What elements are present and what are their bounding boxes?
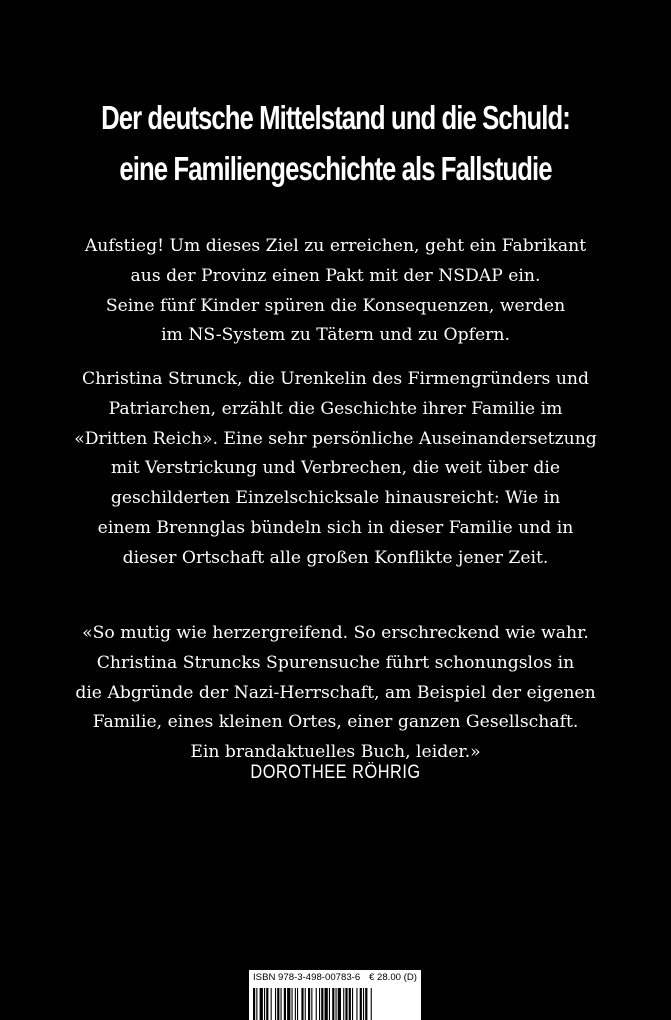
text-line: geschilderten Einzelschicksale hinausreicht: Wie in: [110, 488, 561, 509]
barcode-bar: [365, 988, 367, 1020]
barcode-bar: [284, 988, 286, 1020]
barcode-bar: [316, 988, 317, 1020]
barcode-bar: [301, 988, 303, 1020]
blurb-paragraph-2: [60, 365, 611, 574]
review-quote: [60, 619, 611, 768]
barcode-bar: [308, 988, 310, 1020]
barcode-bar: [264, 988, 265, 1020]
price: € 28.00 (D): [369, 972, 417, 983]
barcode-bars: [253, 988, 417, 1020]
barcode-bar: [332, 988, 334, 1020]
barcode-bar: [253, 988, 255, 1020]
barcode-bar: [281, 988, 282, 1020]
barcode-bar: [352, 988, 353, 1020]
barcode-bar: [260, 988, 263, 1020]
barcode-bar: [321, 988, 323, 1020]
text-line: Christina Strunck, die Urenkelin des Firmengründers und: [82, 369, 589, 389]
text-line: Aufstieg! Um dieses Ziel zu erreichen, geht ein Fabrikant: [84, 236, 587, 256]
barcode-label: [249, 970, 421, 1020]
barcode-bar: [297, 988, 298, 1020]
barcode-bar: [363, 988, 364, 1020]
isbn-price-line: [253, 972, 417, 984]
barcode-bar: [349, 988, 351, 1020]
barcode-bar: [292, 988, 293, 1020]
barcode-bar: [360, 988, 362, 1020]
barcode-bar: [329, 988, 330, 1020]
quote-line: die Abgründe der Nazi-Herrschaft, am Beispiel der eigenen: [75, 682, 596, 703]
quote-author: DOROTHEE RÖHRIG: [250, 762, 421, 783]
quote-line: «So mutig wie herzergreifend. So erschreckend wie wahr.: [82, 623, 589, 643]
barcode-bar: [371, 988, 372, 1020]
barcode-bar: [345, 988, 347, 1020]
text-line: einem Brennglas bündeln sich in dieser Familie und in: [97, 517, 574, 538]
isbn-number: ISBN 978-3-498-00783-6: [253, 972, 361, 983]
barcode-bar: [343, 988, 344, 1020]
barcode-bar: [266, 988, 268, 1020]
quote-line: Christina Struncks Spurensuche führt schonungslos in: [96, 652, 575, 673]
barcode-bar: [356, 988, 357, 1020]
barcode-bar: [256, 988, 257, 1020]
barcode-bar: [277, 988, 279, 1020]
barcode-bar: [295, 988, 296, 1020]
text-line: dieser Ortschaft alle großen Konflikte jener Zeit.: [122, 547, 549, 568]
headline-line: eine Familiengeschichte als Fallstudie: [119, 150, 552, 187]
text-line: «Dritten Reich». Eine sehr persönliche Auseinandersetzung: [74, 428, 597, 449]
blurb-paragraph-1: [60, 232, 611, 351]
quote-line: Ein brandaktuelles Buch, leider.»: [190, 742, 481, 763]
barcode-bar: [275, 988, 276, 1020]
text-line: mit Verstrickung und Verbrechen, die weit über die: [110, 458, 561, 479]
quote-line: Familie, eines kleinen Ortes, einer ganzen Gesellschaft.: [92, 712, 579, 733]
barcode-bar: [338, 988, 341, 1020]
text-line: aus der Provinz einen Pakt mit der NSDAP ein.: [130, 265, 541, 286]
barcode-bar: [287, 988, 290, 1020]
text-line: im NS-System zu Tätern und zu Opfern.: [161, 325, 510, 346]
barcode-bar: [311, 988, 312, 1020]
barcode-bar: [305, 988, 306, 1020]
barcode-bar: [336, 988, 337, 1020]
barcode-bar: [271, 988, 272, 1020]
headline-line: Der deutsche Mittelstand und die Schuld:: [101, 99, 570, 136]
text-line: Seine fünf Kinder spüren die Konsequenzen, werden: [105, 295, 566, 316]
headline: [74, 92, 597, 194]
barcode-bar: [325, 988, 328, 1020]
text-line: Patriarchen, erzählt die Geschichte ihrer Familie im: [108, 398, 563, 419]
barcode-bar: [319, 988, 320, 1020]
